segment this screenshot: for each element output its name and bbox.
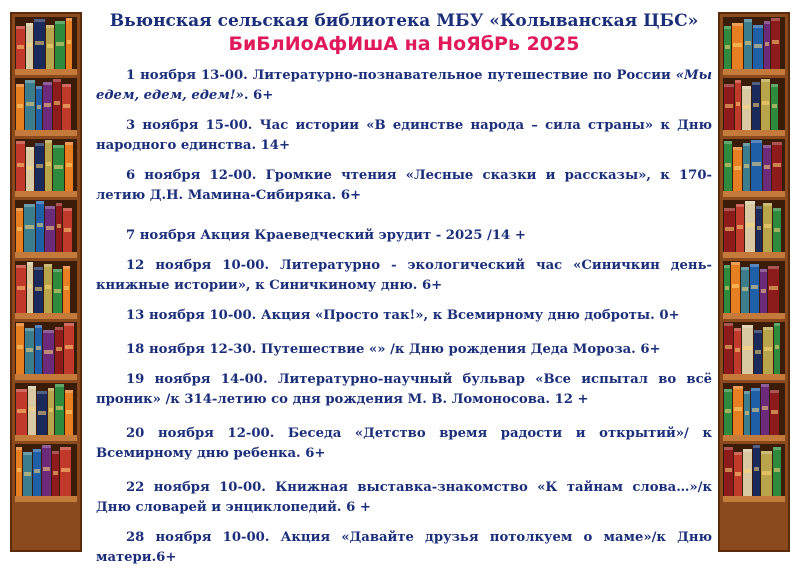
book-spine: [43, 330, 54, 374]
book-spine: [60, 447, 71, 496]
shelf: [723, 200, 785, 258]
book-spine: [768, 266, 779, 313]
book-spine: [48, 388, 54, 435]
event-item: 3 ноября 15-00. Час истории «В единстве народа – сила страны» к Дню народного единства. 14+: [96, 118, 712, 153]
book-spine: [66, 18, 72, 69]
book-spine: [771, 84, 778, 130]
book-spine: [774, 323, 780, 374]
book-spine: [26, 147, 34, 191]
book-spine: [772, 142, 782, 191]
book-spine: [750, 264, 759, 313]
book-spine: [724, 447, 733, 496]
book-spine: [44, 264, 52, 313]
book-spine: [763, 203, 772, 252]
shelf: [15, 17, 77, 75]
shelf: [723, 322, 785, 380]
shelf: [723, 139, 785, 197]
book-spine: [16, 447, 22, 496]
book-spine: [773, 208, 781, 252]
shelf: [15, 200, 77, 258]
book-spine: [56, 203, 62, 252]
book-spine: [53, 145, 64, 191]
book-spine: [761, 384, 769, 435]
book-spine: [63, 266, 70, 313]
book-spine: [753, 445, 760, 496]
library-title: Вьюнская сельская библиотека МБУ «Колыванская ЦБС»: [109, 11, 699, 31]
event-item: 19 ноября 14-00. Литературно-научный бульвар «Все испытал во всё проник» /к 314-летию со дня рождения М. В. Ломоносова. 12 +: [96, 372, 712, 407]
book-spine: [753, 25, 763, 69]
book-spine: [35, 325, 42, 374]
book-spine: [16, 323, 24, 374]
book-spine: [28, 386, 36, 435]
event-item: 1 ноября 13-00. Литературно-познавательное путешествие по России «Мы едем, едем, едем!». 6+: [96, 68, 712, 103]
book-spine: [55, 384, 64, 435]
book-spine: [35, 143, 44, 191]
book-spine: [756, 206, 762, 252]
book-spine: [764, 21, 770, 69]
book-spine: [763, 327, 773, 374]
book-spine: [742, 86, 751, 130]
book-spine: [771, 18, 780, 69]
book-spine: [724, 389, 732, 435]
book-spine: [736, 204, 744, 252]
book-spine: [735, 80, 741, 130]
book-spine: [36, 86, 42, 130]
book-spine: [733, 386, 743, 435]
book-spine: [724, 208, 735, 252]
book-spine: [743, 143, 750, 191]
book-spine: [55, 21, 65, 69]
book-spine: [65, 390, 73, 435]
book-spine: [46, 25, 54, 69]
book-spine: [16, 389, 27, 435]
book-spine: [25, 328, 34, 374]
event-item: 28 ноября 10-00. Акция «Давайте друзья потолкуем о маме»/к Дню матери.6+: [96, 530, 712, 565]
book-spine: [62, 84, 71, 130]
book-spine: [763, 145, 771, 191]
book-spine: [25, 80, 35, 130]
book-spine: [770, 390, 779, 435]
book-spine: [744, 391, 750, 435]
poster-content: [96, 10, 712, 568]
book-spine: [731, 262, 740, 313]
book-spine: [16, 265, 26, 313]
event-item: 18 ноября 12-30. Путешествие «» /к Дню рождения Деда Мороза. 6+: [126, 342, 661, 357]
book-spine: [16, 208, 23, 252]
book-spine: [16, 84, 24, 130]
book-spine: [42, 445, 51, 496]
poster-subtitle: БиБлИоАфИшА на НоЯбРь 2025: [228, 33, 580, 55]
book-spine: [734, 452, 742, 496]
shelf: [723, 261, 785, 319]
book-spine: [24, 204, 35, 252]
book-spine: [760, 269, 767, 313]
shelf: [15, 261, 77, 319]
book-spine: [744, 19, 752, 69]
book-spine: [53, 79, 61, 130]
book-spine: [34, 19, 45, 69]
shelf: [15, 322, 77, 380]
shelf: [723, 444, 785, 502]
book-spine: [733, 147, 742, 191]
book-spine: [773, 447, 781, 496]
shelf: [15, 139, 77, 197]
book-spine: [53, 269, 62, 313]
book-spine: [724, 84, 734, 130]
book-spine: [732, 23, 743, 69]
shelf: [723, 383, 785, 441]
book-spine: [752, 82, 760, 130]
book-spine: [724, 141, 732, 191]
bookshelf-left-decoration: [10, 12, 82, 552]
book-spine: [45, 140, 52, 191]
book-spine: [63, 208, 72, 252]
shelf: [723, 78, 785, 136]
book-spine: [27, 262, 33, 313]
shelf: [723, 17, 785, 75]
book-spine: [724, 26, 731, 69]
book-spine: [761, 451, 772, 496]
event-item: 12 ноября 10-00. Литературно - экологический час «Синичкин день- книжные истории», к Синичкиному дню. 6+: [96, 258, 712, 293]
book-spine: [55, 327, 63, 374]
event-item: 13 ноября 10-00. Акция «Просто так!», к Всемирному дню доброты. 0+: [126, 308, 680, 323]
bookshelf-right-decoration: [718, 12, 790, 552]
book-spine: [745, 201, 755, 252]
book-spine: [751, 140, 762, 191]
book-spine: [45, 206, 55, 252]
book-spine: [724, 265, 730, 313]
book-spine: [724, 323, 733, 374]
book-spine: [16, 141, 25, 191]
event-item: 7 ноября Акция Краеведческий эрудит - 2025 /14 +: [126, 228, 526, 243]
book-spine: [754, 330, 762, 374]
book-spine: [743, 449, 752, 496]
book-spine: [33, 449, 41, 496]
book-spine: [734, 328, 741, 374]
book-spine: [36, 201, 44, 252]
shelf: [15, 383, 77, 441]
shelf: [15, 444, 77, 502]
book-spine: [26, 23, 33, 69]
event-item: 20 ноября 12-00. Беседа «Детство время радости и открытий»/ к Всемирному дню ребенка. 6+: [96, 426, 712, 461]
book-spine: [37, 391, 47, 435]
book-spine: [741, 267, 749, 313]
book-spine: [65, 142, 73, 191]
book-spine: [761, 79, 770, 130]
book-spine: [16, 26, 25, 69]
book-spine: [23, 452, 32, 496]
event-item: 6 ноября 12-00. Громкие чтения «Лесные сказки и рассказы», к 170-летию Д.Н. Мамина-Сибиряка. 6+: [96, 168, 712, 203]
book-spine: [43, 82, 52, 130]
book-spine: [64, 323, 74, 374]
shelf: [15, 78, 77, 136]
book-spine: [751, 388, 760, 435]
book-spine: [52, 451, 59, 496]
event-item: 22 ноября 10-00. Книжная выставка-знакомство «К тайнам слова…»/к Дню словарей и энциклопедий. 6 +: [96, 480, 712, 515]
book-spine: [742, 325, 753, 374]
book-spine: [34, 267, 43, 313]
